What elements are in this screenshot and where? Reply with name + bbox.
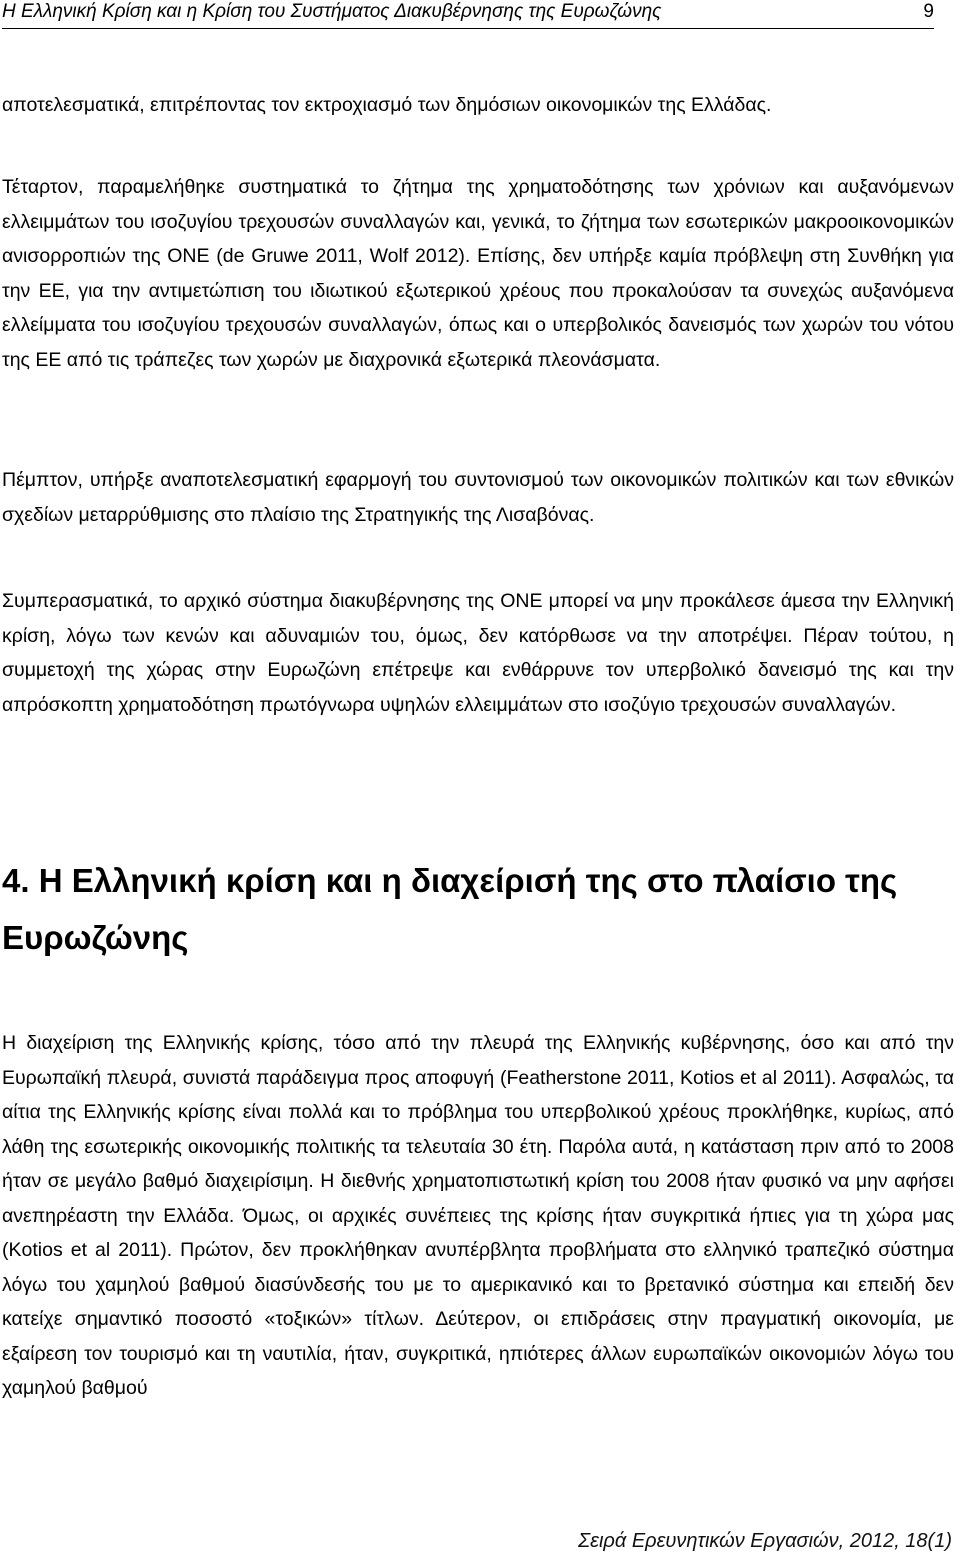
paragraph-1 (2, 88, 954, 123)
running-header (2, 0, 934, 29)
paragraph-2 (2, 170, 954, 377)
paragraph-text: Η διαχείριση της Ελληνικής κρίσης, τόσο από την πλευρά της Ελληνικής κυβέρνησης, όσο και από την Ευρωπαϊκή πλευρά, συνιστά παράδειγμα προς αποφυγή (Featherstone 2011, Kotios et al 2011). Ασφαλώς, τα αίτια της Ελληνικής κρίσης είναι πολλά και το πρόβλημα του υπερβολικού χρέους προκλήθηκε, κυρίως, από λάθη της εσωτερικής οικονομικής πολιτικής τα τελευταία 30 έτη. Παρόλα αυτά, η κατάσταση πριν από το 2008 ήταν σε μεγάλο βαθμό διαχειρίσιμη. Η διεθνής χρηματοπιστωτική κρίση του 2008 ήταν φυσικό να μην αφήσει ανεπηρέαστη την Ελλάδα. Όμως, οι αρχικές συνέπειες της κρίσης ήταν συγκριτικά ήπιες για τη χώρα μας (Kotios et al 2011). Πρώτον, δεν προκλήθηκαν ανυπέρβλητα προβλήματα στο ελληνικό τραπεζικό σύστημα λόγω του χαμηλού βαθμού διασύνδεσής του με το αμερικανικό και το βρετανικό σύστημα και επειδή δεν κατείχε σημαντικό ποσοστό «τοξικών» τίτλων. Δεύτερον, οι επιδράσεις στην πραγματική οικονομία, με εξαίρεση τον τουρισμό και τη ναυτιλία, ήταν, συγκριτικά, ηπιότερες άλλων ευρωπαϊκών οικονομιών λόγω του χαμηλού βαθμού (2, 1032, 954, 1399)
page-number: 9 (923, 1, 934, 22)
section-heading: 4. Η Ελληνική κρίση και η διαχείρισή της στο πλαίσιο της Ευρωζώνης (2, 862, 898, 956)
paragraph-text: Συμπερασματικά, το αρχικό σύστημα διακυβέρνησης της ΟΝΕ μπορεί να μην προκάλεσε άμεσα την Ελληνική κρίση, λόγω των κενών και αδυναμιών του, όμως, δεν κατόρθωσε να την αποτρέψει. Πέραν τούτου, η συμμετοχή της χώρας στην Ευρωζώνη επέτρεψε και ενθάρρυνε τον υπερβολικό δανεισμό της και την απρόσκοπτη χρηματοδότηση πρωτόγνωρα υψηλών ελλειμμάτων στο ισοζύγιο τρεχουσών συναλλαγών. (2, 590, 954, 716)
paragraph-5 (2, 1026, 954, 1406)
paragraph-text: αποτελεσματικά, επιτρέποντας τον εκτροχιασμό των δημόσιων οικονομικών της Ελλάδας. (2, 94, 772, 116)
header-title: Η Ελληνική Κρίση και η Κρίση του Συστήματος Διακυβέρνησης της Ευρωζώνης (2, 1, 662, 22)
paragraph-4 (2, 584, 954, 722)
running-footer: Σειρά Ερευνητικών Εργασιών, 2012, 18(1) (578, 1530, 952, 1552)
paragraph-3 (2, 463, 954, 532)
paragraph-text: Τέταρτον, παραμελήθηκε συστηματικά το ζήτημα της χρηματοδότησης των χρόνιων και αυξανόμενων ελλειμμάτων του ισοζυγίου τρεχουσών συναλλαγών και, γενικά, το ζήτημα των εσωτερικών μακροοικονομικών ανισορροπιών της ΟΝΕ (de Gruwe 2011, Wolf 2012). Επίσης, δεν υπήρξε καμία πρόβλεψη στη Συνθήκη για την ΕΕ, για την αντιμετώπιση του ιδιωτικού εξωτερικού χρέους που προκαλούσαν τα συνεχώς αυξανόμενα ελλείμματα του ισοζυγίου τρεχουσών συναλλαγών, όπως και ο υπερβολικός δανεισμός των χωρών του νότου της ΕΕ από τις τράπεζες των χωρών με διαχρονικά εξωτερικά πλεονάσματα. (2, 176, 954, 371)
paragraph-text: Πέμπτον, υπήρξε αναποτελεσματική εφαρμογή του συντονισμού των οικονομικών πολιτικών και των εθνικών σχεδίων μεταρρύθμισης στο πλαίσιο της Στρατηγικής της Λισαβόνας. (2, 469, 954, 526)
